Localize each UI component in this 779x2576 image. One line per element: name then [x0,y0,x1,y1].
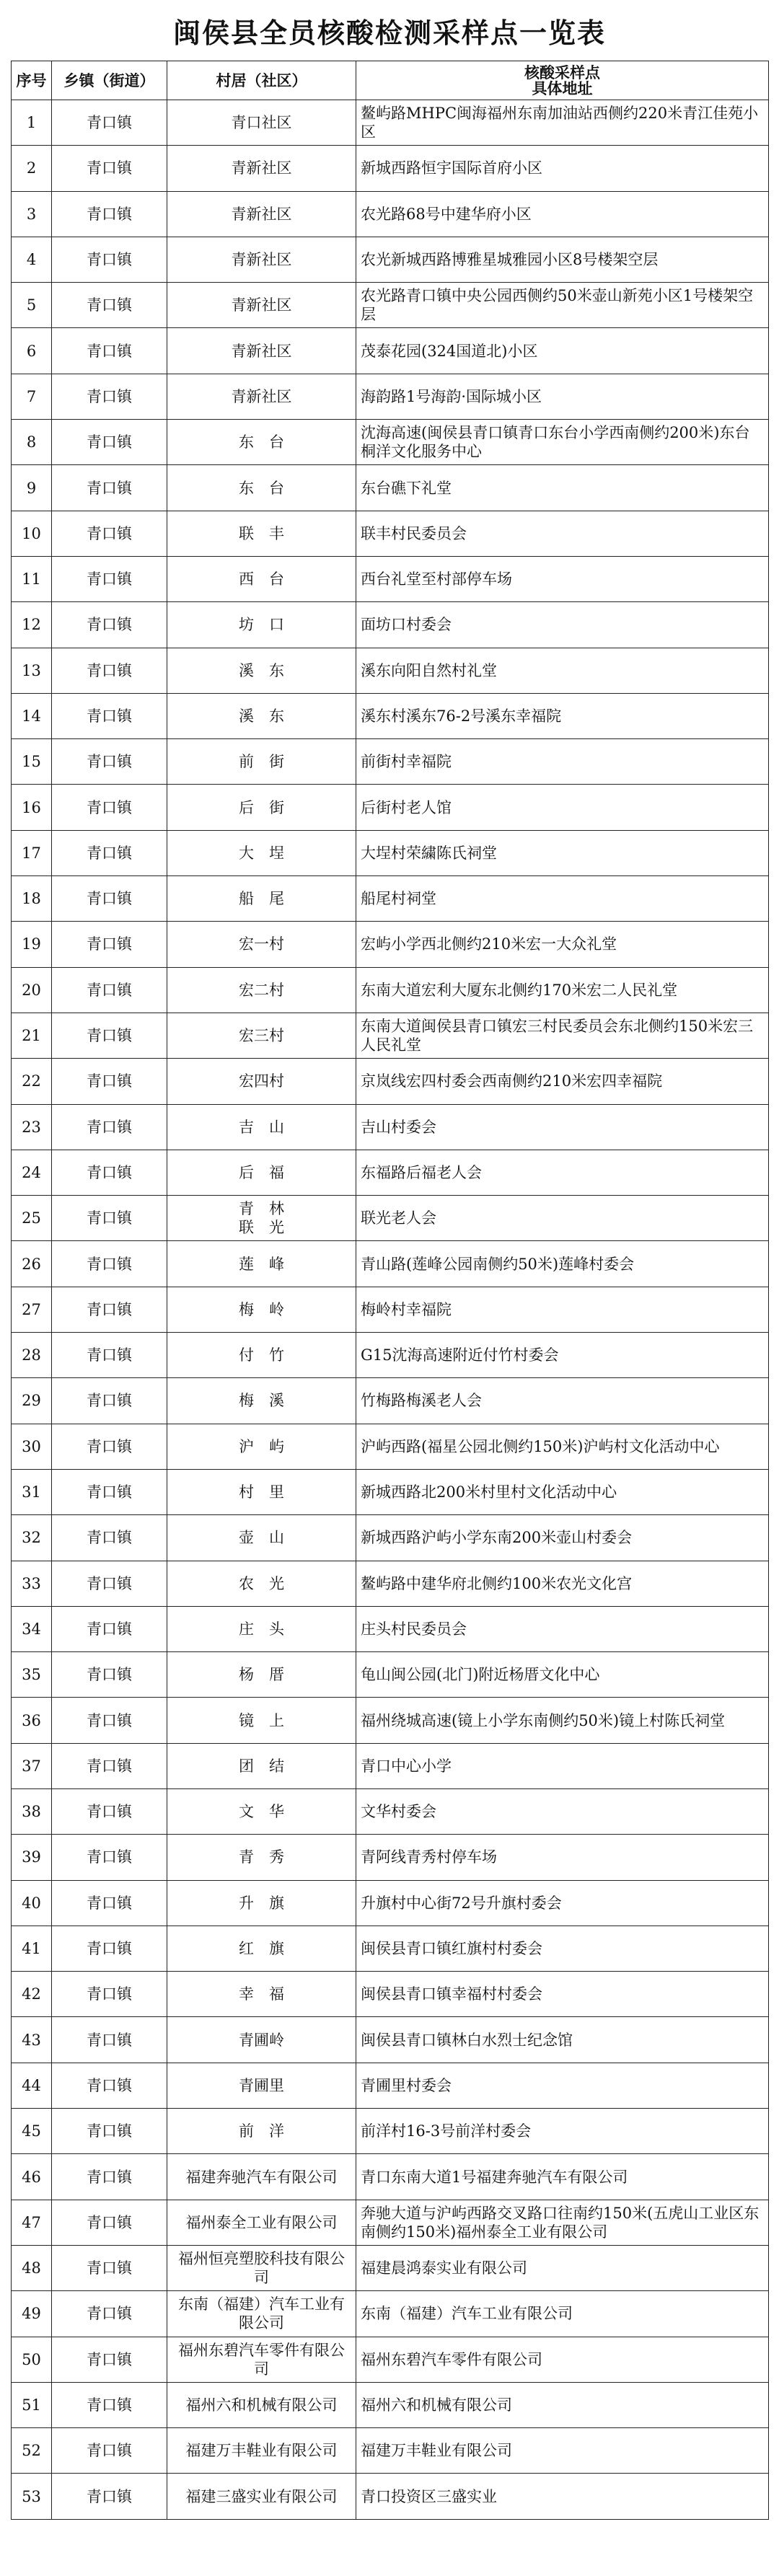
table-row [12,2017,769,2063]
table-row [12,1515,769,1561]
cell-no: 30 [12,1424,52,1469]
cell-no: 25 [12,1196,52,1241]
cell-village: 红 旗 [167,1926,356,1971]
cell-town: 青口镇 [52,2245,167,2290]
cell-town: 青口镇 [52,283,167,328]
table-row [12,237,769,282]
cell-address: 鳌屿路MHPC闽海福州东南加油站西侧约220米青江佳苑小区 [356,100,769,146]
table-row [12,1333,769,1378]
cell-village: 宏一村 [167,922,356,967]
header-address-line2: 具体地址 [532,79,593,97]
cell-village: 幸 福 [167,1972,356,2017]
cell-address: 青山路(莲峰公园南侧约50米)莲峰村委会 [356,1241,769,1287]
header-address-line1: 核酸采样点 [524,63,600,81]
cell-address: 庄头村民委员会 [356,1606,769,1651]
cell-address: 前街村幸福院 [356,739,769,785]
cell-village: 福州恒亮塑胶科技有限公司 [167,2245,356,2290]
cell-village: 大 埕 [167,830,356,875]
table-row [12,1698,769,1743]
cell-village: 青新社区 [167,146,356,191]
table-body [12,100,769,2520]
cell-address: 青口东南大道1号福建奔驰汽车有限公司 [356,2154,769,2200]
cell-no: 28 [12,1333,52,1378]
cell-no: 45 [12,2109,52,2154]
table-row [12,328,769,374]
table-row [12,1606,769,1651]
cell-no: 48 [12,2245,52,2290]
cell-town: 青口镇 [52,237,167,282]
cell-town: 青口镇 [52,556,167,601]
cell-no: 51 [12,2382,52,2427]
cell-no: 33 [12,1561,52,1606]
table-row [12,1424,769,1469]
table-row [12,1059,769,1104]
cell-town: 青口镇 [52,374,167,419]
cell-address: 龟山闽公园(北门)附近杨厝文化中心 [356,1652,769,1698]
cell-town: 青口镇 [52,146,167,191]
table-row [12,1788,769,1834]
table-row [12,2337,769,2382]
table-row [12,2063,769,2108]
cell-address: 新城西路沪屿小学东南200米壶山村委会 [356,1515,769,1561]
cell-address: 前洋村16-3号前洋村委会 [356,2109,769,2154]
table-row [12,1241,769,1287]
header-address [356,61,769,100]
cell-address: 福州绕城高速(镜上小学东南侧约50米)镜上村陈氏祠堂 [356,1698,769,1743]
table-row [12,2154,769,2200]
cell-address: 船尾村祠堂 [356,876,769,922]
cell-no: 32 [12,1515,52,1561]
cell-town: 青口镇 [52,1606,167,1651]
cell-village: 西 台 [167,556,356,601]
cell-no: 20 [12,967,52,1013]
cell-town: 青口镇 [52,967,167,1013]
cell-village: 沪 屿 [167,1424,356,1469]
table-row [12,967,769,1013]
table-row [12,739,769,785]
table-row [12,1150,769,1195]
cell-address: 新城西路北200米村里村文化活动中心 [356,1469,769,1514]
cell-village: 团 结 [167,1743,356,1788]
cell-town: 青口镇 [52,2063,167,2108]
header-no: 序号 [12,61,52,100]
cell-no: 42 [12,1972,52,2017]
table-row [12,876,769,922]
cell-address: 沈海高速(闽侯县青口镇青口东台小学西南侧约200米)东台桐洋文化服务中心 [356,420,769,465]
table-row [12,1013,769,1058]
cell-address: 联丰村民委员会 [356,511,769,556]
cell-address: 青口中心小学 [356,1743,769,1788]
cell-no: 47 [12,2200,52,2245]
cell-address: 奔驰大道与沪屿西路交叉路口往南约150米(五虎山工业区东南侧约150米)福州泰全工业有限公司 [356,2200,769,2245]
cell-no: 5 [12,283,52,328]
cell-town: 青口镇 [52,602,167,648]
table-row [12,2291,769,2337]
cell-village: 福州东碧汽车零件有限公司 [167,2337,356,2382]
cell-village: 东南（福建）汽车工业有限公司 [167,2291,356,2337]
cell-town: 青口镇 [52,1880,167,1926]
cell-address: 新城西路恒宇国际首府小区 [356,146,769,191]
table-row [12,1196,769,1241]
cell-town: 青口镇 [52,1835,167,1880]
cell-address: 闽侯县青口镇幸福村村委会 [356,1972,769,2017]
cell-address: 宏屿小学西北侧约210米宏一大众礼堂 [356,922,769,967]
cell-village: 文 华 [167,1788,356,1834]
cell-town: 青口镇 [52,100,167,146]
cell-address: 联光老人会 [356,1196,769,1241]
cell-no: 6 [12,328,52,374]
cell-no: 18 [12,876,52,922]
cell-town: 青口镇 [52,2337,167,2382]
cell-address: 东南大道宏利大厦东北侧约170米宏二人民礼堂 [356,967,769,1013]
table-row [12,1926,769,1971]
cell-no: 40 [12,1880,52,1926]
cell-town: 青口镇 [52,2200,167,2245]
cell-town: 青口镇 [52,328,167,374]
cell-no: 50 [12,2337,52,2382]
cell-village: 青新社区 [167,237,356,282]
header-town: 乡镇（街道） [52,61,167,100]
cell-village: 青新社区 [167,374,356,419]
cell-address: 大埕村荣繍陈氏祠堂 [356,830,769,875]
cell-village: 福州泰全工业有限公司 [167,2200,356,2245]
cell-town: 青口镇 [52,785,167,830]
table-row [12,2382,769,2427]
cell-address: 鳌屿路中建华府北侧约100米农光文化宫 [356,1561,769,1606]
cell-no: 22 [12,1059,52,1104]
cell-town: 青口镇 [52,648,167,693]
table-row [12,1378,769,1424]
cell-no: 7 [12,374,52,419]
cell-village: 宏三村 [167,1013,356,1058]
table-row [12,602,769,648]
cell-address: 农光路68号中建华府小区 [356,191,769,237]
cell-town: 青口镇 [52,2474,167,2519]
cell-village: 青新社区 [167,328,356,374]
table-row [12,2109,769,2154]
cell-no: 41 [12,1926,52,1971]
cell-no: 38 [12,1788,52,1834]
cell-town: 青口镇 [52,2428,167,2474]
cell-address: 闽侯县青口镇林白水烈士纪念馆 [356,2017,769,2063]
cell-town: 青口镇 [52,1926,167,1971]
table-row [12,465,769,511]
cell-town: 青口镇 [52,876,167,922]
header-village: 村居（社区） [167,61,356,100]
cell-address: 青圃里村委会 [356,2063,769,2108]
table-row [12,2200,769,2245]
cell-no: 24 [12,1150,52,1195]
table-row [12,1652,769,1698]
cell-no: 29 [12,1378,52,1424]
cell-address: 溪东向阳自然村礼堂 [356,648,769,693]
cell-town: 青口镇 [52,191,167,237]
table-row [12,922,769,967]
cell-town: 青口镇 [52,1652,167,1698]
cell-no: 19 [12,922,52,967]
cell-address: 闽侯县青口镇红旗村村委会 [356,1926,769,1971]
cell-town: 青口镇 [52,1378,167,1424]
cell-village: 农 光 [167,1561,356,1606]
cell-town: 青口镇 [52,2154,167,2200]
cell-village: 吉 山 [167,1104,356,1150]
cell-no: 2 [12,146,52,191]
cell-address: 沪屿西路(福星公园北侧约150米)沪屿村文化活动中心 [356,1424,769,1469]
sampling-sites-table [11,61,769,2520]
table-row [12,785,769,830]
cell-no: 12 [12,602,52,648]
cell-no: 37 [12,1743,52,1788]
cell-village: 前 街 [167,739,356,785]
cell-no: 26 [12,1241,52,1287]
cell-no: 14 [12,693,52,738]
cell-address: 福州东碧汽车零件有限公司 [356,2337,769,2382]
table-row [12,2428,769,2474]
table-row [12,146,769,191]
cell-village: 梅 岭 [167,1287,356,1332]
table-row [12,648,769,693]
cell-village: 福建万丰鞋业有限公司 [167,2428,356,2474]
cell-village: 溪 东 [167,693,356,738]
cell-town: 青口镇 [52,1150,167,1195]
table-row [12,374,769,419]
cell-village: 庄 头 [167,1606,356,1651]
table-row [12,2474,769,2519]
cell-no: 1 [12,100,52,146]
cell-town: 青口镇 [52,1743,167,1788]
cell-village: 升 旗 [167,1880,356,1926]
table-row [12,1972,769,2017]
table-row [12,1561,769,1606]
cell-village: 前 洋 [167,2109,356,2154]
table-row [12,511,769,556]
cell-address: 竹梅路梅溪老人会 [356,1378,769,1424]
cell-town: 青口镇 [52,1469,167,1514]
table-row [12,1469,769,1514]
cell-village: 村 里 [167,1469,356,1514]
cell-town: 青口镇 [52,1013,167,1058]
cell-no: 21 [12,1013,52,1058]
cell-address: 文华村委会 [356,1788,769,1834]
cell-town: 青口镇 [52,1104,167,1150]
cell-no: 3 [12,191,52,237]
table-row [12,420,769,465]
table-row [12,1743,769,1788]
cell-no: 10 [12,511,52,556]
table-row [12,1104,769,1150]
cell-town: 青口镇 [52,922,167,967]
cell-village: 东 台 [167,465,356,511]
cell-village: 青新社区 [167,191,356,237]
cell-no: 8 [12,420,52,465]
cell-town: 青口镇 [52,1515,167,1561]
cell-address: 福州六和机械有限公司 [356,2382,769,2427]
cell-address: 东台礁下礼堂 [356,465,769,511]
table-row [12,283,769,328]
cell-address: 梅岭村幸福院 [356,1287,769,1332]
cell-no: 49 [12,2291,52,2337]
cell-no: 43 [12,2017,52,2063]
cell-village: 青 林 联 光 [167,1196,356,1241]
cell-no: 16 [12,785,52,830]
table-row [12,693,769,738]
cell-address: 升旗村中心街72号升旗村委会 [356,1880,769,1926]
cell-no: 35 [12,1652,52,1698]
cell-town: 青口镇 [52,1059,167,1104]
table-row [12,830,769,875]
cell-town: 青口镇 [52,1424,167,1469]
cell-address: G15沈海高速附近付竹村委会 [356,1333,769,1378]
cell-address: 后街村老人馆 [356,785,769,830]
cell-no: 13 [12,648,52,693]
cell-town: 青口镇 [52,739,167,785]
cell-no: 9 [12,465,52,511]
cell-village: 福建奔驰汽车有限公司 [167,2154,356,2200]
cell-village: 青口社区 [167,100,356,146]
cell-village: 溪 东 [167,648,356,693]
cell-address: 吉山村委会 [356,1104,769,1150]
cell-village: 船 尾 [167,876,356,922]
page-title: 闽侯县全员核酸检测采样点一览表 [172,16,606,49]
cell-village: 壶 山 [167,1515,356,1561]
cell-town: 青口镇 [52,511,167,556]
cell-no: 44 [12,2063,52,2108]
cell-no: 4 [12,237,52,282]
cell-no: 17 [12,830,52,875]
cell-town: 青口镇 [52,2382,167,2427]
cell-village: 杨 厝 [167,1652,356,1698]
cell-address: 茂泰花园(324国道北)小区 [356,328,769,374]
cell-town: 青口镇 [52,1333,167,1378]
cell-town: 青口镇 [52,1196,167,1241]
cell-village: 福建三盛实业有限公司 [167,2474,356,2519]
cell-no: 52 [12,2428,52,2474]
cell-town: 青口镇 [52,830,167,875]
cell-town: 青口镇 [52,693,167,738]
cell-address: 农光路青口镇中央公园西侧约50米壶山新苑小区1号楼架空层 [356,283,769,328]
cell-village: 坊 口 [167,602,356,648]
table-row [12,1835,769,1880]
cell-town: 青口镇 [52,420,167,465]
cell-village: 青圃里 [167,2063,356,2108]
cell-address: 面坊口村委会 [356,602,769,648]
cell-town: 青口镇 [52,1972,167,2017]
cell-address: 东南（福建）汽车工业有限公司 [356,2291,769,2337]
cell-address: 福建晨鸿泰实业有限公司 [356,2245,769,2290]
cell-address: 农光新城西路博雅星城雅园小区8号楼架空层 [356,237,769,282]
cell-village: 付 竹 [167,1333,356,1378]
cell-address: 东南大道闽侯县青口镇宏三村民委员会东北侧约150米宏三人民礼堂 [356,1013,769,1058]
cell-town: 青口镇 [52,2291,167,2337]
cell-no: 39 [12,1835,52,1880]
cell-no: 53 [12,2474,52,2519]
cell-village: 青圃岭 [167,2017,356,2063]
cell-village: 后 街 [167,785,356,830]
cell-village: 镜 上 [167,1698,356,1743]
cell-address: 海韵路1号海韵·国际城小区 [356,374,769,419]
cell-village: 宏二村 [167,967,356,1013]
cell-village: 东 台 [167,420,356,465]
cell-town: 青口镇 [52,2109,167,2154]
cell-town: 青口镇 [52,1788,167,1834]
cell-village: 宏四村 [167,1059,356,1104]
cell-town: 青口镇 [52,1698,167,1743]
cell-town: 青口镇 [52,1241,167,1287]
cell-address: 东福路后福老人会 [356,1150,769,1195]
cell-village: 梅 溪 [167,1378,356,1424]
cell-no: 31 [12,1469,52,1514]
cell-address: 福建万丰鞋业有限公司 [356,2428,769,2474]
table-row [12,100,769,146]
table-row [12,556,769,601]
cell-village: 后 福 [167,1150,356,1195]
cell-village: 联 丰 [167,511,356,556]
cell-town: 青口镇 [52,1287,167,1332]
cell-town: 青口镇 [52,1561,167,1606]
cell-village: 福州六和机械有限公司 [167,2382,356,2427]
cell-village: 青新社区 [167,283,356,328]
table-row [12,191,769,237]
table-row [12,1880,769,1926]
cell-no: 34 [12,1606,52,1651]
cell-town: 青口镇 [52,2017,167,2063]
cell-village: 莲 峰 [167,1241,356,1287]
cell-address: 溪东村溪东76-2号溪东幸福院 [356,693,769,738]
cell-village: 青 秀 [167,1835,356,1880]
cell-no: 11 [12,556,52,601]
cell-address: 青阿线青秀村停车场 [356,1835,769,1880]
cell-address: 西台礼堂至村部停车场 [356,556,769,601]
table-header-row [12,61,769,100]
table-row [12,1287,769,1332]
cell-no: 36 [12,1698,52,1743]
cell-town: 青口镇 [52,465,167,511]
cell-address: 青口投资区三盛实业 [356,2474,769,2519]
cell-no: 23 [12,1104,52,1150]
cell-no: 46 [12,2154,52,2200]
cell-address: 京岚线宏四村委会西南侧约210米宏四幸福院 [356,1059,769,1104]
cell-no: 15 [12,739,52,785]
table-row [12,2245,769,2290]
cell-no: 27 [12,1287,52,1332]
